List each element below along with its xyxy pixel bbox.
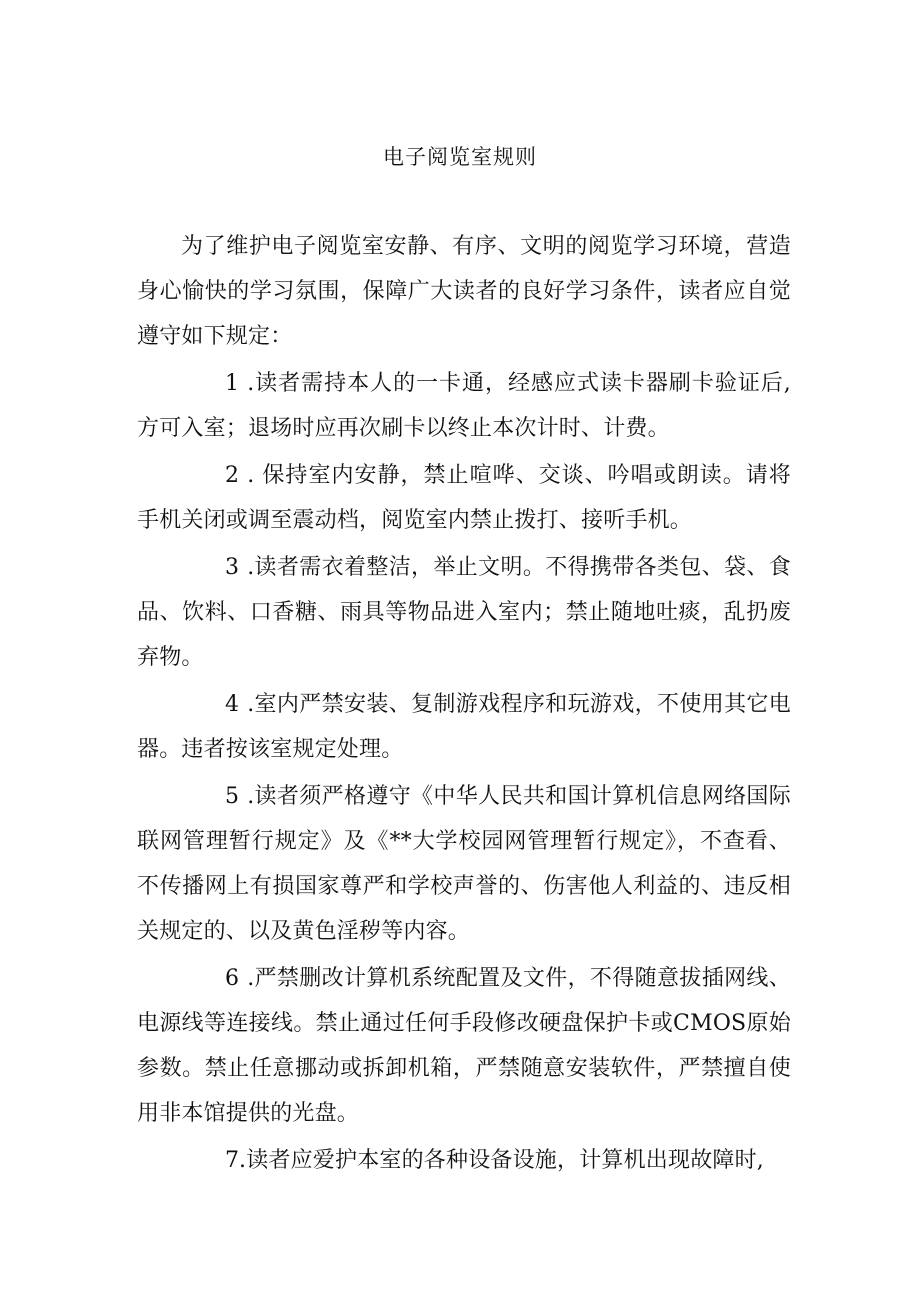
rule-text: .严禁删改计算机系统配置及文件，不得随意拔插网线、电源线等连接线。禁止通过任何手段修改硬盘保护卡或CMOS原始参数。禁止任意挪动或拆卸机箱，严禁随意安装软件，严禁擅自使用非本馆提供的光盘。 [137, 966, 791, 1126]
document-title: 电子阅览室规则 [383, 145, 537, 169]
rule-number: 4 [225, 692, 240, 717]
rule-text: .读者需衣着整洁，举止文明。不得携带各类包、袋、食品、饮料、口香糖、雨具等物品进入室内；禁止随地吐痰，乱扔废弃物。 [137, 555, 791, 670]
rule-number: 5 [225, 784, 240, 809]
rule-text: . 保持室内安静，禁止喧哗、交谈、吟唱或朗读。请将手机关闭或调至震动档，阅览室内禁止拨打、接听手机。 [137, 463, 791, 533]
rule-text: .读者需持本人的一卡通，经感应式读卡器刷卡验证后,方可入室；退场时应再次刷卡以终止本次计时、计费。 [137, 371, 791, 441]
rule-paragraph-3 [137, 545, 791, 680]
rule-number: 3 [225, 555, 240, 580]
rule-text: .室内严禁安装、复制游戏程序和玩游戏，不使用其它电器。违者按该室规定处理。 [137, 692, 791, 762]
document-body [137, 224, 791, 1185]
rule-number: 7 [225, 1148, 240, 1173]
intro-paragraph: 为了维护电子阅览室安静、有序、文明的阅览学习环境，营造身心愉快的学习氛围，保障广大读者的良好学习条件，读者应自觉遵守如下规定： [137, 234, 791, 349]
rule-paragraph-2 [137, 453, 791, 543]
rule-number: 1 [225, 371, 240, 396]
rule-text: .读者应爱护本室的各种设备设施，计算机出现故障时, [239, 1148, 764, 1173]
rule-paragraph-7 [137, 1138, 791, 1183]
rule-number: 2 [225, 463, 240, 488]
rule-text: .读者须严格遵守《中华人民共和国计算机信息网络国际联网管理暂行规定》及《**大学校园网管理暂行规定》，不查看、不传播网上有损国家尊严和学校声誉的、伤害他人利益的、违反相关规定的、以及黄色淫秽等内容。 [137, 784, 791, 944]
rule-paragraph-4 [137, 682, 791, 772]
rule-paragraph-1 [137, 361, 791, 451]
rule-paragraph-5 [137, 774, 791, 954]
rule-paragraph-6 [137, 956, 791, 1136]
rule-number: 6 [225, 966, 240, 991]
